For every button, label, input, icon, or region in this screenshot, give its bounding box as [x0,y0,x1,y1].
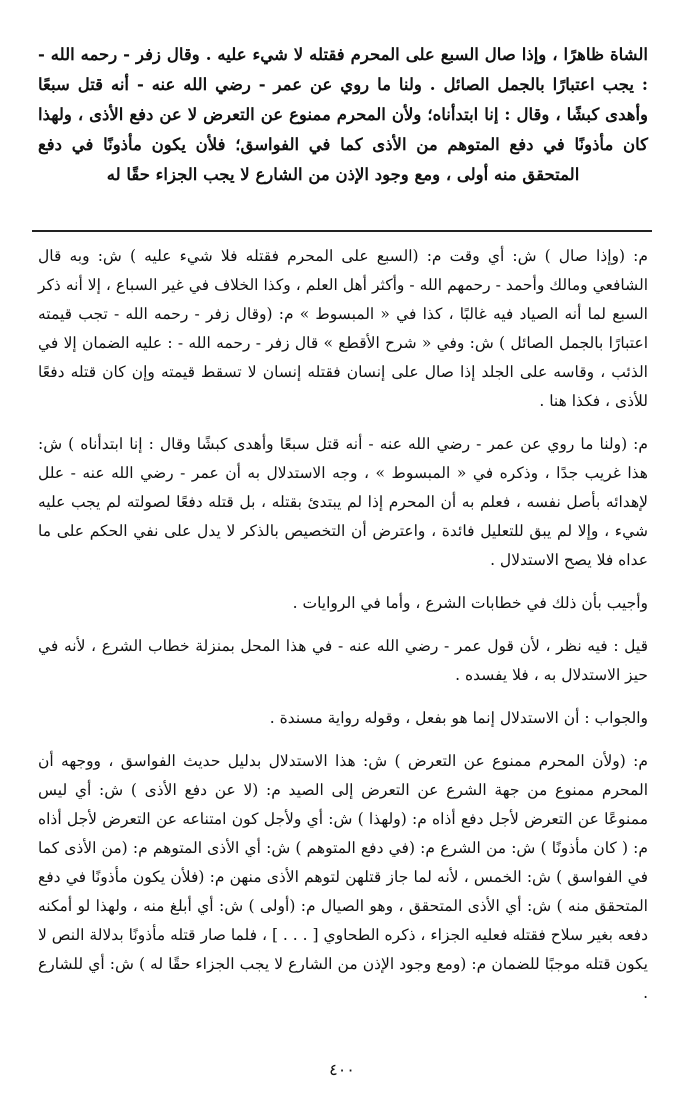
commentary [38,242,648,1014]
commentary-paragraph: والجواب : أن الاستدلال إنما هو بفعل ، وقوله رواية مسندة . [269,709,648,727]
page-number: ٤٠٠ [329,1060,355,1079]
commentary-paragraph: قيل : فيه نظر ، لأن قول عمر - رضي الله عنه - في هذا المحل بمنزلة خطاب الشرع ، لأنه في حيز الاستدلال به ، فلا يفسده . [38,637,648,684]
commentary-paragraph: وأجيب بأن ذلك في خطابات الشرع ، وأما في الروايات . [292,594,648,612]
commentary-paragraph: م: (وإذا صال ) ش: أي وقت م: (السبع على المحرم فقتله فلا شيء عليه ) ش: وبه قال الشافعي ومالك وأحمد - رحمهم الله - وأكثر أهل العلم ، وكذا الخلاف في غير السباع ، إلا أنه ذكر السبع لما أنه الصياد فيه غالبًا ، كذا في « المبسوط » م: (وقال زفر - رحمه الله - تجب قيمته اعتبارًا بالجمل الصائل ) ش: وفي « شرح الأقطع » قال زفر - رحمه الله - : عليه الضمان إلا في الذئب ، وقاسه على الجلد إذا صال على إنسان فقتله إنسان لا تسقط قيمته وإن كان قتله دفعًا للأذى ، فكذا هنا . [38,247,648,410]
separator-rule [32,230,652,232]
commentary-paragraph: م: (ولنا ما روي عن عمر - رضي الله عنه - أنه قتل سبعًا وأهدى كبشًا وقال : إنا ابتدأناه ) ش: هذا غريب جدًا ، وذكره في « المبسوط » ، وجه الاستدلال به أن عمر - رضي الله عنه - علل لإهدائه بأصل نفسه ، فعلم به أن المحرم إذا لم يبتدئ بقتله ، بل قتله دفعًا لصولته لم يجب عليه شيء ، وإلا لم يبق للتعليل فائدة ، واعترض أن التخصيص بالذكر لا يدل على نفي الحكم على ما عداه فلا يصح الاستدلال . [38,435,648,569]
main-text: الشاة ظاهرًا ، وإذا صال السبع على المحرم فقتله لا شيء عليه . وقال زفر - رحمه الله - : يجب اعتبارًا بالجمل الصائل . ولنا ما روي عن عمر - رضي الله عنه - أنه قتل سبعًا وأهدى كبشًا ، وقال : إنا ابتدأناه؛ ولأن المحرم ممنوع عن التعرض لا عن دفع الأذى ، ولهذا كان مأذونًا في دفع المتوهم من الأذى كما في الفواسق؛ فلأن يكون مأذونًا في دفع المتحقق منه أولى ، ومع وجود الإذن من الشارع لا يجب الجزاء حقًا له [38,45,648,184]
commentary-paragraph: م: (ولأن المحرم ممنوع عن التعرض ) ش: هذا الاستدلال بدليل حديث الفواسق ، ووجهه أن المحرم ممنوع من جهة الشرع عن التعرض إلى الصيد م: (لا عن دفع الأذى ) ش: أي ليس ممنوعًا عن التعرض لأجل دفع أذاه م: (ولهذا ) ش: أي ولأجل كون امتناعه عن التعرض لأجل أذاه م: ( كان مأذونًا ) ش: من الشرع م: (في دفع المتوهم ) ش: أي الأذى المتوهم م: (من الأذى كما في الفواسق ) ش: الخمس ، لأنه لما جاز قتلهن لتوهم الأذى منهن م: (فلأن يكون مأذونًا في دفع المتحقق منه ) ش: أي الأذى المتحقق ، وهو الصيال م: (أولى ) ش: أي أبلغ منه ، ولهذا لو أمكنه دفعه بغير سلاح فقتله فعليه الجزاء ، ذكره الطحاوي [ . . . ] ، فلما صار قتله مأذونًا بدلالة النص لا يكون قتله موجبًا للضمان م: (ومع وجود الإذن من الشارع لا يجب الجزاء حقًا له ) ش: أي للشارع . [38,752,648,1002]
